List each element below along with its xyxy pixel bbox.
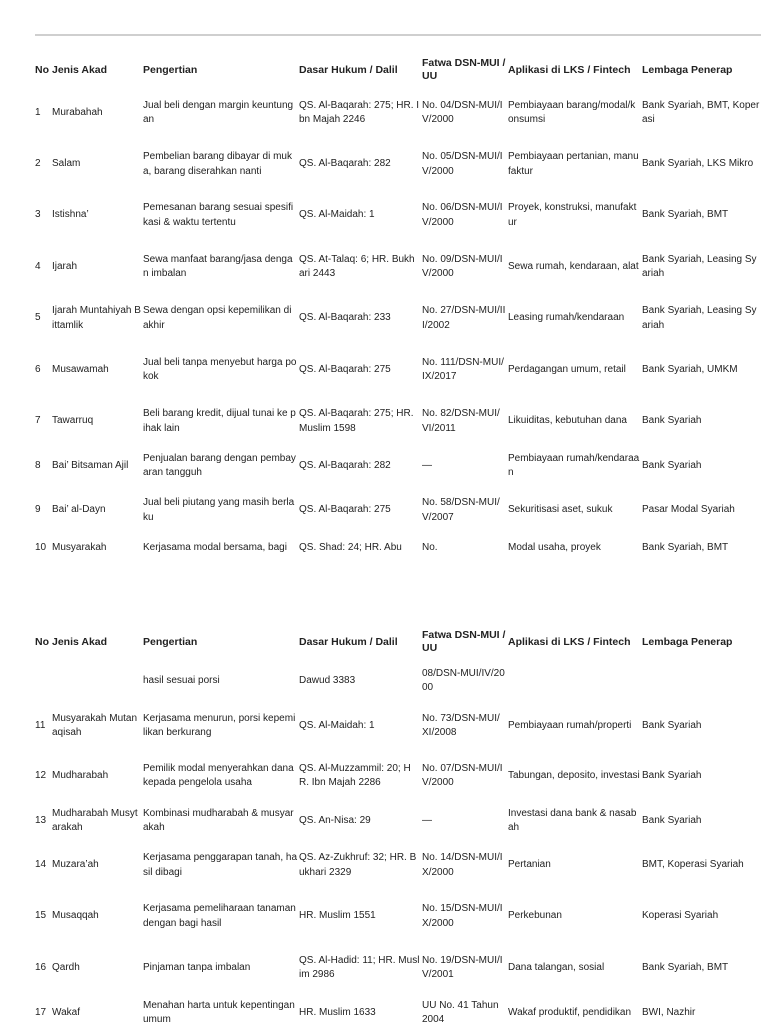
cell-jenis-akad: Musaqqah bbox=[52, 910, 99, 922]
cell-jenis-akad: Musyarakah bbox=[52, 541, 107, 553]
cell-pengertian: Kerjasama pemeliharaan tanaman dengan bagi hasil bbox=[143, 903, 296, 929]
cell-lembaga: Bank Syariah, BMT bbox=[642, 541, 729, 553]
header-pengertian: Pengertian bbox=[143, 635, 198, 648]
cell-no: 10 bbox=[35, 541, 47, 553]
cell-lembaga: Bank Syariah bbox=[642, 769, 702, 781]
cell-lembaga: BWI, Nazhir bbox=[642, 1006, 696, 1018]
cell-fatwa: No. 06/DSN-MUI/IV/2000 bbox=[422, 202, 503, 228]
cell-dasar-hukum: QS. An-Nisa: 29 bbox=[299, 814, 371, 826]
table-header bbox=[33, 53, 763, 87]
cell-aplikasi: Likuiditas, kebutuhan dana bbox=[508, 415, 627, 427]
header-no: No bbox=[35, 63, 49, 76]
cell-aplikasi: Proyek, konstruksi, manufaktur bbox=[508, 202, 637, 228]
header-aplikasi: Aplikasi di LKS / Fintech bbox=[508, 635, 631, 648]
cell-fatwa: No. 05/DSN-MUI/IV/2000 bbox=[422, 151, 503, 177]
header-pengertian: Pengertian bbox=[143, 63, 198, 76]
cell-no: 17 bbox=[35, 1006, 47, 1018]
cell-aplikasi: Tabungan, deposito, investasi bbox=[508, 769, 640, 781]
cell-pengertian: hasil sesuai porsi bbox=[143, 674, 220, 686]
cell-no: 14 bbox=[35, 859, 47, 871]
table-row bbox=[33, 840, 763, 891]
cell-aplikasi: Perdagangan umum, retail bbox=[508, 363, 626, 375]
cell-jenis-akad: Mudharabah bbox=[52, 769, 109, 781]
table-row bbox=[33, 485, 763, 536]
cell-pengertian: Pembelian barang dibayar di muka, barang diserahkan nanti bbox=[143, 151, 292, 177]
cell-lembaga: Bank Syariah, Leasing Syariah bbox=[642, 253, 757, 279]
cell-pengertian: Sewa manfaat barang/jasa dengan imbalan bbox=[143, 253, 293, 279]
cell-no: 9 bbox=[35, 504, 41, 516]
cell-pengertian: Jual beli tanpa menyebut harga pokok bbox=[143, 356, 297, 382]
cell-dasar-hukum: QS. Al-Baqarah: 275 bbox=[299, 504, 391, 516]
header-dasar-hukum: Dasar Hukum / Dalil bbox=[299, 635, 398, 648]
cell-lembaga: Bank Syariah bbox=[642, 459, 702, 471]
cell-fatwa: No. 19/DSN-MUI/IV/2001 bbox=[422, 954, 503, 980]
cell-no: 15 bbox=[35, 910, 47, 922]
cell-aplikasi: Pembiayaan pertanian, manufaktur bbox=[508, 151, 639, 177]
header-jenis-akad: Jenis Akad bbox=[52, 635, 108, 648]
cell-lembaga: Pasar Modal Syariah bbox=[642, 504, 735, 516]
cell-jenis-akad: Ijarah bbox=[52, 260, 78, 272]
header-fatwa: Fatwa DSN-MUI / UU bbox=[422, 57, 506, 82]
cell-fatwa: No. 15/DSN-MUI/IX/2000 bbox=[422, 903, 503, 929]
cell-aplikasi: Pembiayaan rumah/properti bbox=[508, 719, 632, 731]
cell-fatwa: UU No. 41 Tahun 2004 bbox=[422, 999, 499, 1025]
cell-no: 2 bbox=[35, 158, 41, 170]
cell-no: 6 bbox=[35, 363, 41, 375]
cell-jenis-akad: Musawamah bbox=[52, 363, 109, 375]
cell-lembaga: Bank Syariah bbox=[642, 814, 702, 826]
cell-no: 4 bbox=[35, 260, 41, 272]
cell-lembaga: BMT, Koperasi Syariah bbox=[642, 859, 744, 871]
cell-dasar-hukum: QS. Al-Baqarah: 233 bbox=[299, 312, 391, 324]
cell-lembaga: Bank Syariah, Leasing Syariah bbox=[642, 305, 757, 331]
cell-pengertian: Kerjasama penggarapan tanah, hasil dibagi bbox=[143, 852, 298, 878]
cell-pengertian: Beli barang kredit, dijual tunai ke pihak lain bbox=[143, 408, 296, 434]
table-row bbox=[33, 536, 763, 560]
page-top-rule bbox=[35, 34, 761, 36]
cell-dasar-hukum: QS. Shad: 24; HR. Abu bbox=[299, 541, 402, 553]
cell-lembaga: Koperasi Syariah bbox=[642, 910, 719, 922]
cell-fatwa: No. 27/DSN-MUI/III/2002 bbox=[422, 305, 506, 331]
cell-pengertian: Kerjasama menurun, porsi kepemilikan berkurang bbox=[143, 712, 296, 738]
cell-pengertian: Sewa dengan opsi kepemilikan di akhir bbox=[143, 305, 292, 331]
akad-table-page-1 bbox=[33, 53, 763, 560]
cell-no: 3 bbox=[35, 209, 41, 221]
cell-no bbox=[33, 660, 51, 702]
cell-lembaga: Bank Syariah, BMT, Koperasi bbox=[642, 99, 760, 125]
table-row bbox=[33, 802, 763, 840]
cell-jenis-akad: Muzara’ah bbox=[52, 859, 99, 871]
table-header bbox=[33, 624, 763, 660]
cell-jenis-akad: Bai’ Bitsaman Ajil bbox=[52, 459, 129, 471]
cell-lembaga: Bank Syariah bbox=[642, 719, 702, 731]
cell-aplikasi: Sewa rumah, kendaraan, alat bbox=[508, 260, 639, 272]
header-aplikasi: Aplikasi di LKS / Fintech bbox=[508, 63, 631, 76]
table-row bbox=[33, 190, 763, 241]
cell-fatwa: No. bbox=[422, 541, 438, 553]
table-row bbox=[33, 660, 763, 702]
cell-jenis-akad: Ijarah Muntahiyah Bittamlik bbox=[52, 305, 141, 331]
cell-aplikasi: Sekuritisasi aset, sukuk bbox=[508, 504, 613, 516]
cell-jenis-akad bbox=[51, 660, 142, 702]
cell-fatwa: No. 14/DSN-MUI/IX/2000 bbox=[422, 852, 503, 878]
cell-lembaga: Bank Syariah, UMKM bbox=[642, 363, 738, 375]
header-dasar-hukum: Dasar Hukum / Dalil bbox=[299, 63, 398, 76]
cell-dasar-hukum: QS. At-Talaq: 6; HR. Bukhari 2443 bbox=[299, 253, 415, 279]
cell-dasar-hukum: QS. Al-Hadid: 11; HR. Muslim 2986 bbox=[299, 954, 420, 980]
cell-pengertian: Pemilik modal menyerahkan dana kepada pengelola usaha bbox=[143, 762, 294, 788]
header-jenis-akad: Jenis Akad bbox=[52, 63, 108, 76]
table-row bbox=[33, 750, 763, 802]
cell-aplikasi: Wakaf produktif, pendidikan bbox=[508, 1006, 632, 1018]
cell-aplikasi: Investasi dana bank & nasabah bbox=[508, 807, 637, 833]
cell-jenis-akad: Wakaf bbox=[52, 1006, 80, 1018]
cell-no: 13 bbox=[35, 814, 47, 826]
cell-lembaga: Bank Syariah bbox=[642, 415, 702, 427]
cell-aplikasi bbox=[507, 660, 641, 702]
cell-aplikasi: Leasing rumah/kendaraan bbox=[508, 312, 625, 324]
cell-fatwa: — bbox=[422, 459, 432, 471]
header-lembaga: Lembaga Penerap bbox=[642, 63, 733, 76]
cell-jenis-akad: Mudharabah Musytarakah bbox=[52, 807, 138, 833]
table-row bbox=[33, 241, 763, 293]
cell-fatwa: No. 07/DSN-MUI/IV/2000 bbox=[422, 762, 503, 788]
cell-jenis-akad: Bai’ al-Dayn bbox=[52, 504, 106, 516]
table-row bbox=[33, 293, 763, 344]
cell-no: 1 bbox=[35, 106, 41, 118]
cell-jenis-akad: Musyarakah Mutanaqisah bbox=[52, 712, 138, 738]
cell-aplikasi: Dana talangan, sosial bbox=[508, 961, 605, 973]
table-row bbox=[33, 139, 763, 190]
cell-fatwa: No. 73/DSN-MUI/XI/2008 bbox=[422, 712, 500, 738]
cell-dasar-hukum: QS. Al-Baqarah: 282 bbox=[299, 158, 391, 170]
cell-fatwa: No. 04/DSN-MUI/IV/2000 bbox=[422, 99, 503, 125]
cell-dasar-hukum: QS. Al-Baqarah: 282 bbox=[299, 459, 391, 471]
cell-no: 16 bbox=[35, 961, 47, 973]
cell-pengertian: Penjualan barang dengan pembayaran tangguh bbox=[143, 452, 296, 478]
cell-no: 12 bbox=[35, 769, 47, 781]
header-fatwa: Fatwa DSN-MUI / UU bbox=[422, 629, 506, 654]
cell-pengertian: Kombinasi mudharabah & musyarakah bbox=[143, 807, 294, 833]
cell-jenis-akad: Qardh bbox=[52, 961, 80, 973]
cell-pengertian: Jual beli dengan margin keuntungan bbox=[143, 99, 294, 125]
header-no: No bbox=[35, 635, 49, 648]
cell-no: 8 bbox=[35, 459, 41, 471]
cell-dasar-hukum: QS. Al-Maidah: 1 bbox=[299, 719, 375, 731]
cell-fatwa: No. 111/DSN-MUI/IX/2017 bbox=[422, 356, 504, 382]
cell-dasar-hukum: HR. Muslim 1551 bbox=[299, 910, 376, 922]
cell-no: 11 bbox=[35, 719, 46, 731]
table-row bbox=[33, 396, 763, 447]
cell-pengertian: Jual beli piutang yang masih berlaku bbox=[143, 497, 295, 523]
cell-jenis-akad: Tawarruq bbox=[52, 415, 94, 427]
cell-aplikasi: Pembiayaan barang/modal/konsumsi bbox=[508, 99, 636, 125]
cell-dasar-hukum: QS. Al-Muzzammil: 20; HR. Ibn Majah 2286 bbox=[299, 762, 411, 788]
cell-lembaga: Bank Syariah, LKS Mikro bbox=[642, 158, 754, 170]
cell-fatwa: No. 58/DSN-MUI/V/2007 bbox=[422, 497, 500, 523]
table-row bbox=[33, 344, 763, 396]
cell-pengertian: Pinjaman tanpa imbalan bbox=[143, 961, 251, 973]
cell-dasar-hukum: QS. Al-Baqarah: 275; HR. Muslim 1598 bbox=[299, 408, 414, 434]
table-row bbox=[33, 942, 763, 994]
cell-dasar-hukum: QS. Al-Baqarah: 275 bbox=[299, 363, 391, 375]
cell-pengertian: Menahan harta untuk kepentingan umum bbox=[143, 999, 295, 1025]
cell-dasar-hukum: Dawud 3383 bbox=[299, 674, 356, 686]
cell-fatwa: No. 82/DSN-MUI/VI/2011 bbox=[422, 408, 500, 434]
cell-dasar-hukum: QS. Al-Maidah: 1 bbox=[299, 209, 375, 221]
cell-jenis-akad: Istishna’ bbox=[52, 209, 89, 221]
cell-fatwa: 08/DSN-MUI/IV/2000 bbox=[422, 667, 505, 693]
cell-pengertian: Kerjasama modal bersama, bagi bbox=[143, 541, 287, 553]
cell-dasar-hukum: HR. Muslim 1633 bbox=[299, 1006, 376, 1018]
cell-jenis-akad: Murabahah bbox=[52, 106, 103, 118]
cell-aplikasi: Pembiayaan rumah/kendaraan bbox=[508, 452, 640, 478]
header-lembaga: Lembaga Penerap bbox=[642, 635, 733, 648]
cell-aplikasi: Perkebunan bbox=[508, 910, 562, 922]
cell-pengertian: Pemesanan barang sesuai spesifikasi & waktu tertentu bbox=[143, 202, 294, 228]
akad-table-page-2 bbox=[33, 624, 763, 1032]
cell-aplikasi: Modal usaha, proyek bbox=[508, 541, 601, 553]
cell-lembaga: Bank Syariah, BMT bbox=[642, 961, 729, 973]
cell-lembaga: Bank Syariah, BMT bbox=[642, 209, 729, 221]
cell-fatwa: No. 09/DSN-MUI/IV/2000 bbox=[422, 253, 503, 279]
cell-no: 5 bbox=[35, 312, 41, 324]
table-row bbox=[33, 891, 763, 942]
cell-lembaga bbox=[641, 660, 763, 702]
cell-aplikasi: Pertanian bbox=[508, 859, 551, 871]
cell-fatwa: — bbox=[422, 814, 432, 826]
table-row bbox=[33, 994, 763, 1032]
table-row bbox=[33, 87, 763, 139]
cell-dasar-hukum: QS. Az-Zukhruf: 32; HR. Bukhari 2329 bbox=[299, 852, 417, 878]
cell-jenis-akad: Salam bbox=[52, 158, 81, 170]
table-row bbox=[33, 447, 763, 485]
table-row bbox=[33, 702, 763, 750]
cell-no: 7 bbox=[35, 415, 41, 427]
cell-dasar-hukum: QS. Al-Baqarah: 275; HR. Ibn Majah 2246 bbox=[299, 99, 420, 125]
